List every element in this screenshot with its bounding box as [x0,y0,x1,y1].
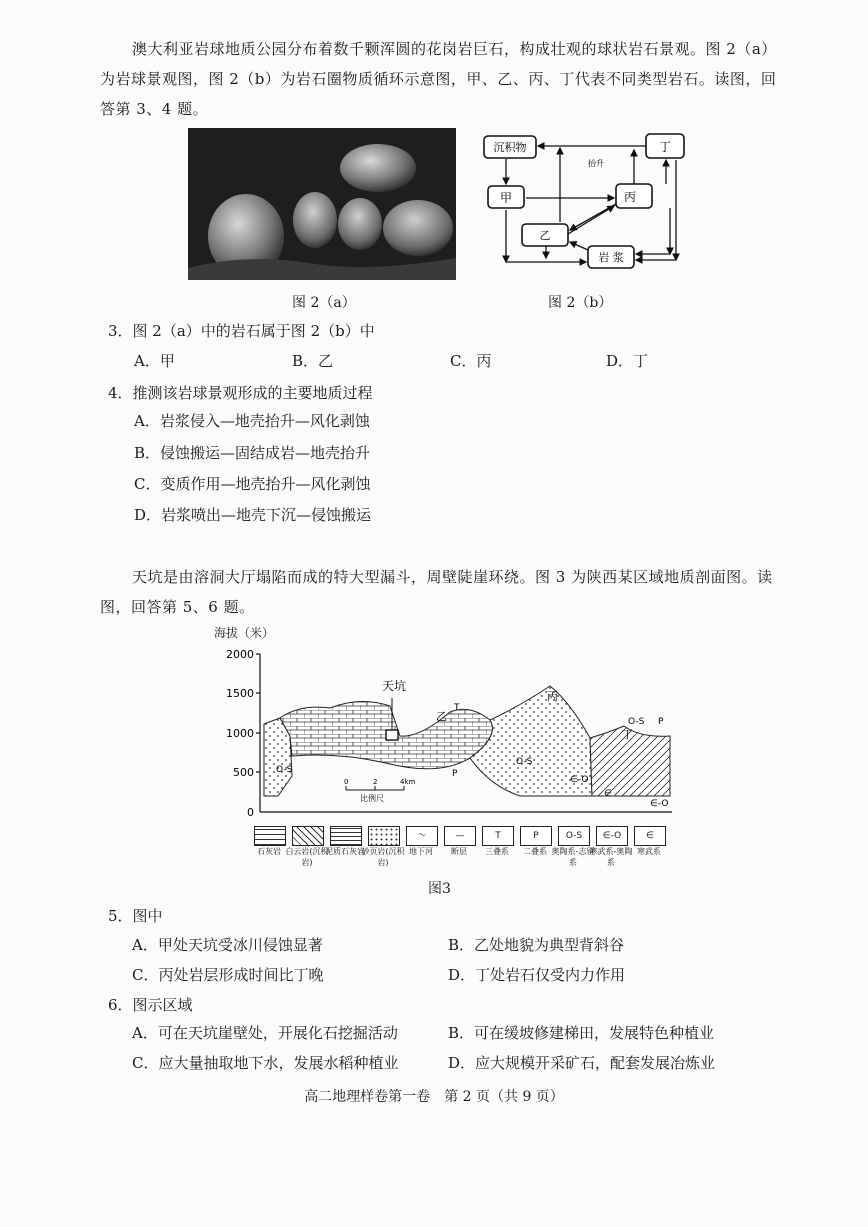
cycle-magma: 岩 浆 [598,251,624,264]
legend-symbol: P [533,831,539,841]
legend-symbol: T [495,831,501,841]
q3-option-a: A．甲 [134,352,175,370]
label-p-right: P [658,717,664,727]
question-4-stem: 4．推测该岩球景观形成的主要地质过程 [108,384,373,402]
ytick-2000: 2000 [226,648,254,661]
q4-option-a: A．岩浆侵入—地壳抬升—风化剥蚀 [134,412,370,430]
intro-paragraph-1: 澳大利亚岩球地质公园分布着数千颗浑圆的花岗岩巨石，构成壮观的球状岩石景观。图 2（a）为岩球景观图，图 2（b）为岩石圈物质循环示意图，甲、乙、丙、丁代表不同类型岩石。读图，回答第 3、4 题。 [100,40,777,118]
q6-option-b: B．可在缓坡修建梯田，发展特色种植业 [448,1024,715,1042]
cycle-jia: 甲 [499,191,513,205]
ytick-0: 0 [247,806,254,819]
label-t: T [454,703,460,713]
label-ding: 丁 [622,728,633,741]
legend-swatch [482,826,514,846]
cycle-sediment: 沉积物 [493,141,527,154]
ytick-1500: 1500 [226,687,254,700]
cycle-ding: 丁 [658,140,672,154]
legend-swatch [368,826,400,846]
legend-symbol: O-S [565,831,583,841]
fig3-caption: 图3 [428,881,451,897]
rock-cycle-diagram [480,126,690,276]
ytick-1000: 1000 [226,727,254,740]
legend-label: 三叠系 [485,847,509,856]
label-os-right: O-S [628,717,645,727]
label-eo-mid: ∈-O [570,775,589,785]
legend-symbol: ∈-O [602,831,622,841]
legend-label: 石灰岩 [257,847,281,856]
intro-paragraph-2: 天坑是由溶洞大厅塌陷而成的特大型漏斗，周壁陡崖环绕。图 3 为陕西某区域地质剖面图。读图，回答第 5、6 题。 [100,568,773,616]
legend-swatch [596,826,628,846]
legend-swatch [520,826,552,846]
geologic-profile [220,646,680,822]
label-p-mid: P [452,769,458,779]
scale-label: 比例尺 [360,794,384,803]
legend-label: 二叠系 [523,847,547,856]
page-footer: 高二地理样卷第一卷 第 2 页（共 9 页） [304,1089,564,1105]
q3-option-c: C．丙 [450,352,492,370]
cycle-yi: 乙 [539,229,551,242]
legend-swatch [634,826,666,846]
question-5-stem: 5．图中 [108,907,163,925]
q3-option-d: D．丁 [606,352,649,370]
label-bing: 丙 [547,690,558,703]
question-6-stem: 6．图示区域 [108,996,193,1014]
legend-label: 砂页岩(沉积岩) [361,847,405,867]
q5-option-a: A．甲处天坑受冰川侵蚀显著 [132,936,323,954]
q4-option-b: B．侵蚀搬运—固结成岩—地壳抬升 [134,444,371,462]
legend-label: 奥陶系-志留系 [551,847,595,867]
question-3-stem: 3．图 2（a）中的岩石属于图 2（b）中 [108,322,375,340]
q5-option-c: C．丙处岩层形成时间比丁晚 [132,966,324,984]
legend-label: 寒武系-奥陶系 [589,847,633,867]
q6-option-a: A．可在天坑崖壁处，开展化石挖掘活动 [132,1024,398,1042]
legend-label: 断层 [451,847,467,856]
fig2a-caption: 图 2（a） [292,295,356,311]
q6-option-d: D．应大规模开采矿石，配套发展冶炼业 [448,1054,716,1072]
scale-tick-0: 0 [344,778,349,786]
rock-ball-photo [188,128,456,280]
legend-label: 白云岩(沉积岩) [285,847,329,867]
legend-symbol: ∈ [646,831,654,841]
legend-swatch [558,826,590,846]
label-yi: 乙 [436,710,447,723]
q3-option-b: B．乙 [292,352,334,370]
legend-label: 寒武系 [637,847,661,856]
label-tiankeng: 天坑 [382,679,407,693]
cycle-bing: 丙 [623,190,637,204]
ytick-500: 500 [233,766,254,779]
scale-tick-4: 4km [400,778,416,786]
label-os-left: O-S [276,765,293,775]
label-eo-right: ∈-O [650,799,669,809]
fig2b-caption: 图 2（b） [548,295,613,311]
q4-option-c: C．变质作用—地壳抬升—风化剥蚀 [134,475,371,493]
fig3-ylabel: 海拔（米） [214,626,275,640]
scale-tick-2: 2 [373,778,378,786]
q4-option-d: D．岩浆喷出—地壳下沉—侵蚀搬运 [134,506,372,524]
q6-option-c: C．应大量抽取地下水，发展水稻种植业 [132,1054,399,1072]
legend-swatch: 〜 [406,826,438,846]
q5-option-b: B．乙处地貌为典型背斜谷 [448,936,625,954]
label-e-mid: ∈ [604,789,612,799]
legend-swatch [254,826,286,846]
legend-label: 泥质石灰岩 [325,847,365,856]
legend-label: 地下河 [409,847,433,856]
legend-swatch: — [444,826,476,846]
legend-swatch [330,826,362,846]
legend-swatch [292,826,324,846]
cycle-uplift: 抬升 [588,159,604,168]
label-os-mid: O-S [516,757,533,767]
q5-option-d: D．丁处岩石仅受内力作用 [448,966,626,984]
